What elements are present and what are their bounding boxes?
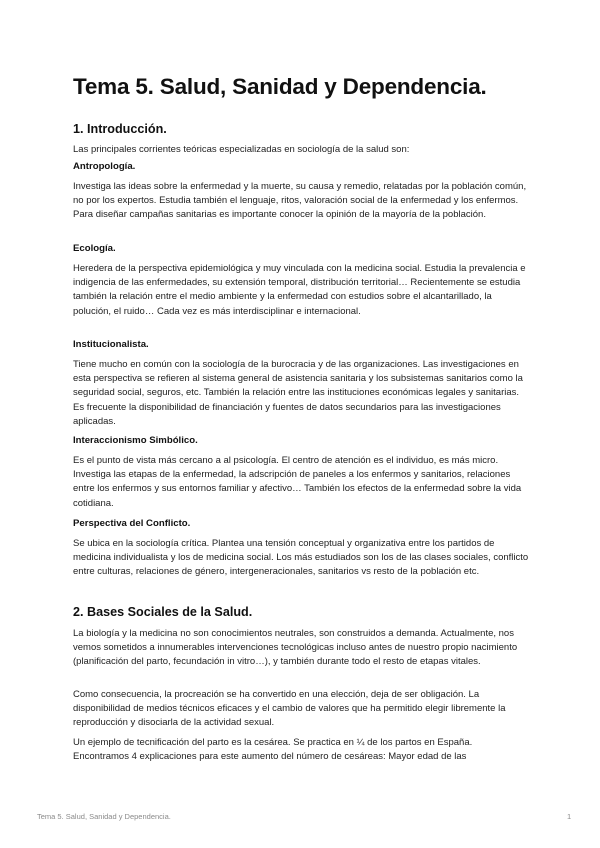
section-heading-introduccion: 1. Introducción. [73, 122, 167, 136]
subheading-conflicto: Perspectiva del Conflicto. [73, 518, 191, 529]
paragraph-bases-2: Como consecuencia, la procreación se ha convertido en una elección, deja de ser obligación. La disponibilidad de medios técnicos eficaces y el cambio de valores que ha permitido elegir libremente la reproducción y disociarla de la actividad sexual. [73, 689, 506, 729]
intro-paragraph: Las principales corrientes teóricas especializadas en sociología de la salud son: [73, 144, 410, 155]
page-number: 1 [567, 812, 572, 821]
paragraph-interaccionismo: Es el punto de vista más cercano a al psicología. El centro de atención es el individuo, es más micro. Investiga las etapas de la enfermedad, la adscripción de paneles a los enfermos y sanitarios, relaciones entre los enfermos y sus entornos familiar y afectivo… También los efectos de la enfermedad sobre la vida cotidiana. [73, 455, 522, 509]
subheading-interaccionismo: Interaccionismo Simbólico. [73, 435, 198, 446]
subheading-antropologia: Antropología. [73, 161, 136, 172]
paragraph-ecologia: Heredera de la perspectiva epidemiológica y muy vinculada con la medicina social. Estudia la prevalencia e indigencia de las enfermedades, su extensión temporal, distribución territorial… Recientemente se estudia también la relación entre el medio ambiente y la enfermedad con estudios sobre el alcantarillado, la polución, el ruido… Cada vez es más interdisciplinar e internacional. [73, 263, 526, 317]
subheading-institucionalista: Institucionalista. [73, 339, 149, 350]
paragraph-bases-1: La biología y la medicina no son conocimientos neutrales, son construidos a demanda. Actualmente, nos vemos sometidos a innumerables intervenciones tecnológicas incluso antes de nuestro propio nacimiento (planificación del parto, fecundación in vitro…), y también durante todo el resto de etapas vitales. [73, 628, 518, 668]
paragraph-antropologia: Investiga las ideas sobre la enfermedad y la muerte, su causa y remedio, relatadas por la población común, no por los expertos. Estudia también el lenguaje, ritos, valoración social de la enfermedad y los enfermos. Para diseñar campañas sanitarias es importante conocer la opinión de la mayoría de la población. [73, 181, 527, 221]
subheading-ecologia: Ecología. [73, 243, 116, 254]
footer-title: Tema 5. Salud, Sanidad y Dependencia. [37, 812, 171, 821]
paragraph-bases-3: Un ejemplo de tecnificación del parto es la cesárea. Se practica en ¼ de los partos en España. Encontramos 4 explicaciones para este aumento del número de cesáreas: Mayor edad de las [73, 737, 473, 763]
section-heading-bases-sociales: 2. Bases Sociales de la Salud. [73, 605, 253, 619]
page-title: Tema 5. Salud, Sanidad y Dependencia. [73, 74, 487, 99]
paragraph-institucionalista: Tiene mucho en común con la sociología de la burocracia y de las organizaciones. Las investigaciones en esta perspectiva se refieren al sistema general de asistencia sanitaria y los subsistemas sanitarios como la seguridad social, seguros, etc. También la relación entre las instituciones económicas legales y sanitarias. Es frecuente la disponibilidad de financiación y fuentes de datos secundarios para las investigaciones aplicadas. [73, 359, 523, 427]
paragraph-conflicto: Se ubica en la sociología crítica. Plantea una tensión conceptual y organizativa entre los partidos de medicina individualista y los de medicina social. Los más estudiados son los de las clases sociales, conflicto entre culturas, relaciones de género, intergeneracionales, sanitarios vs resto de la población etc. [73, 538, 529, 578]
